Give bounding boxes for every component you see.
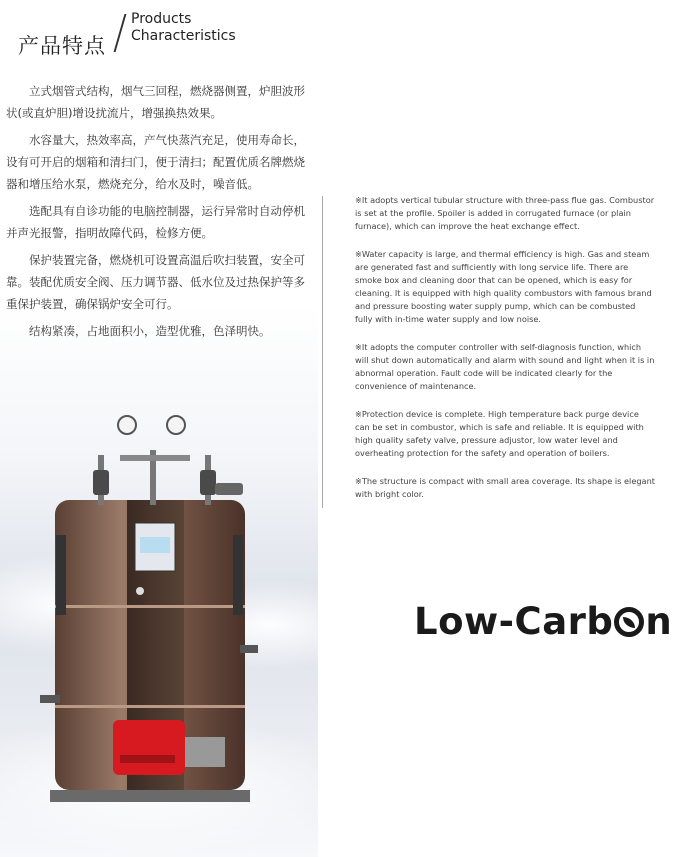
en-paragraph: ※The structure is compact with small area coverage. Its shape is elegant with bright color. xyxy=(355,476,655,499)
logo-text-start: Low-Carb xyxy=(414,600,614,643)
logo-text-end: n xyxy=(645,600,673,643)
header-title-cn: 产品特点 xyxy=(18,34,106,58)
header-title-en-line2: Characteristics xyxy=(131,28,236,44)
boiler-illustration xyxy=(0,305,318,857)
cn-paragraph: 立式烟管式结构，烟气三回程，燃烧器侧置，炉胆波形状(或直炉胆)增设扰流片，增强换热效果。 xyxy=(6,84,305,120)
en-paragraph: ※It adopts the computer controller with self-diagnosis function, which will shut down automatically and alarm with sound and light when it is in abnormal operation. Fault code will be indicated clearly for the convenience of maintenance. xyxy=(355,342,655,391)
cn-paragraph: 保护装置完备，燃烧机可设置高温后吹扫装置，安全可靠。装配优质安全阀、压力调节器、低水位及过热保护等多重保护装置，确保锅炉安全可行。 xyxy=(6,253,305,311)
right-column xyxy=(355,194,655,516)
header-title-en xyxy=(131,11,236,45)
cn-paragraph: 结构紧凑，占地面积小，造型优雅，色泽明快。 xyxy=(29,324,271,338)
photo-background xyxy=(0,305,318,857)
cn-paragraph: 选配具有自诊功能的电脑控制器，运行异常时自动停机并声光报警，指明故障代码，检修方便。 xyxy=(6,204,305,240)
boiler xyxy=(40,416,258,802)
pressure-gauge-icon xyxy=(167,416,185,434)
en-paragraph: ※Protection device is complete. High temperature back purge device can be set in combustor, which is safe and reliable. It is equipped with high quality safety valve, pressure adjustor, low water level and overheating protection for the safety and operation of boilers. xyxy=(355,409,644,458)
column-divider xyxy=(322,196,323,508)
en-paragraph: ※It adopts vertical tubular structure with three-pass flue gas. Combustor is set at the profile. Spoiler is added in corrugated furnace (or plain furnace), which can improve the heat exchange effect. xyxy=(355,195,655,231)
en-paragraph: ※Water capacity is large, and thermal efficiency is high. Gas and steam are generated fast and sufficiently with long service life. There are smoke box and cleaning door that can be opened, which is easy for cleaning. It is equipped with high quality combustors with famous brand and pressure boosting water supply pump, which can be combusted fully with in-time water supply and low noise. xyxy=(355,249,652,324)
cn-paragraph: 水容量大，热效率高，产气快蒸汽充足，使用寿命长，设有可开启的烟箱和清扫门，便于清扫；配置优质名牌燃烧器和增压给水泵，燃烧充分，给水及时，噪音低。 xyxy=(6,133,305,191)
header-slash xyxy=(114,14,127,52)
pipe-assembly xyxy=(93,450,243,505)
pressure-gauge-icon xyxy=(118,416,136,434)
boiler-logo-icon xyxy=(136,587,144,595)
leaf-o-icon xyxy=(614,607,644,637)
left-column xyxy=(0,80,318,347)
header-title-en-line1: Products xyxy=(131,11,192,27)
low-carbon-logo xyxy=(414,600,672,643)
